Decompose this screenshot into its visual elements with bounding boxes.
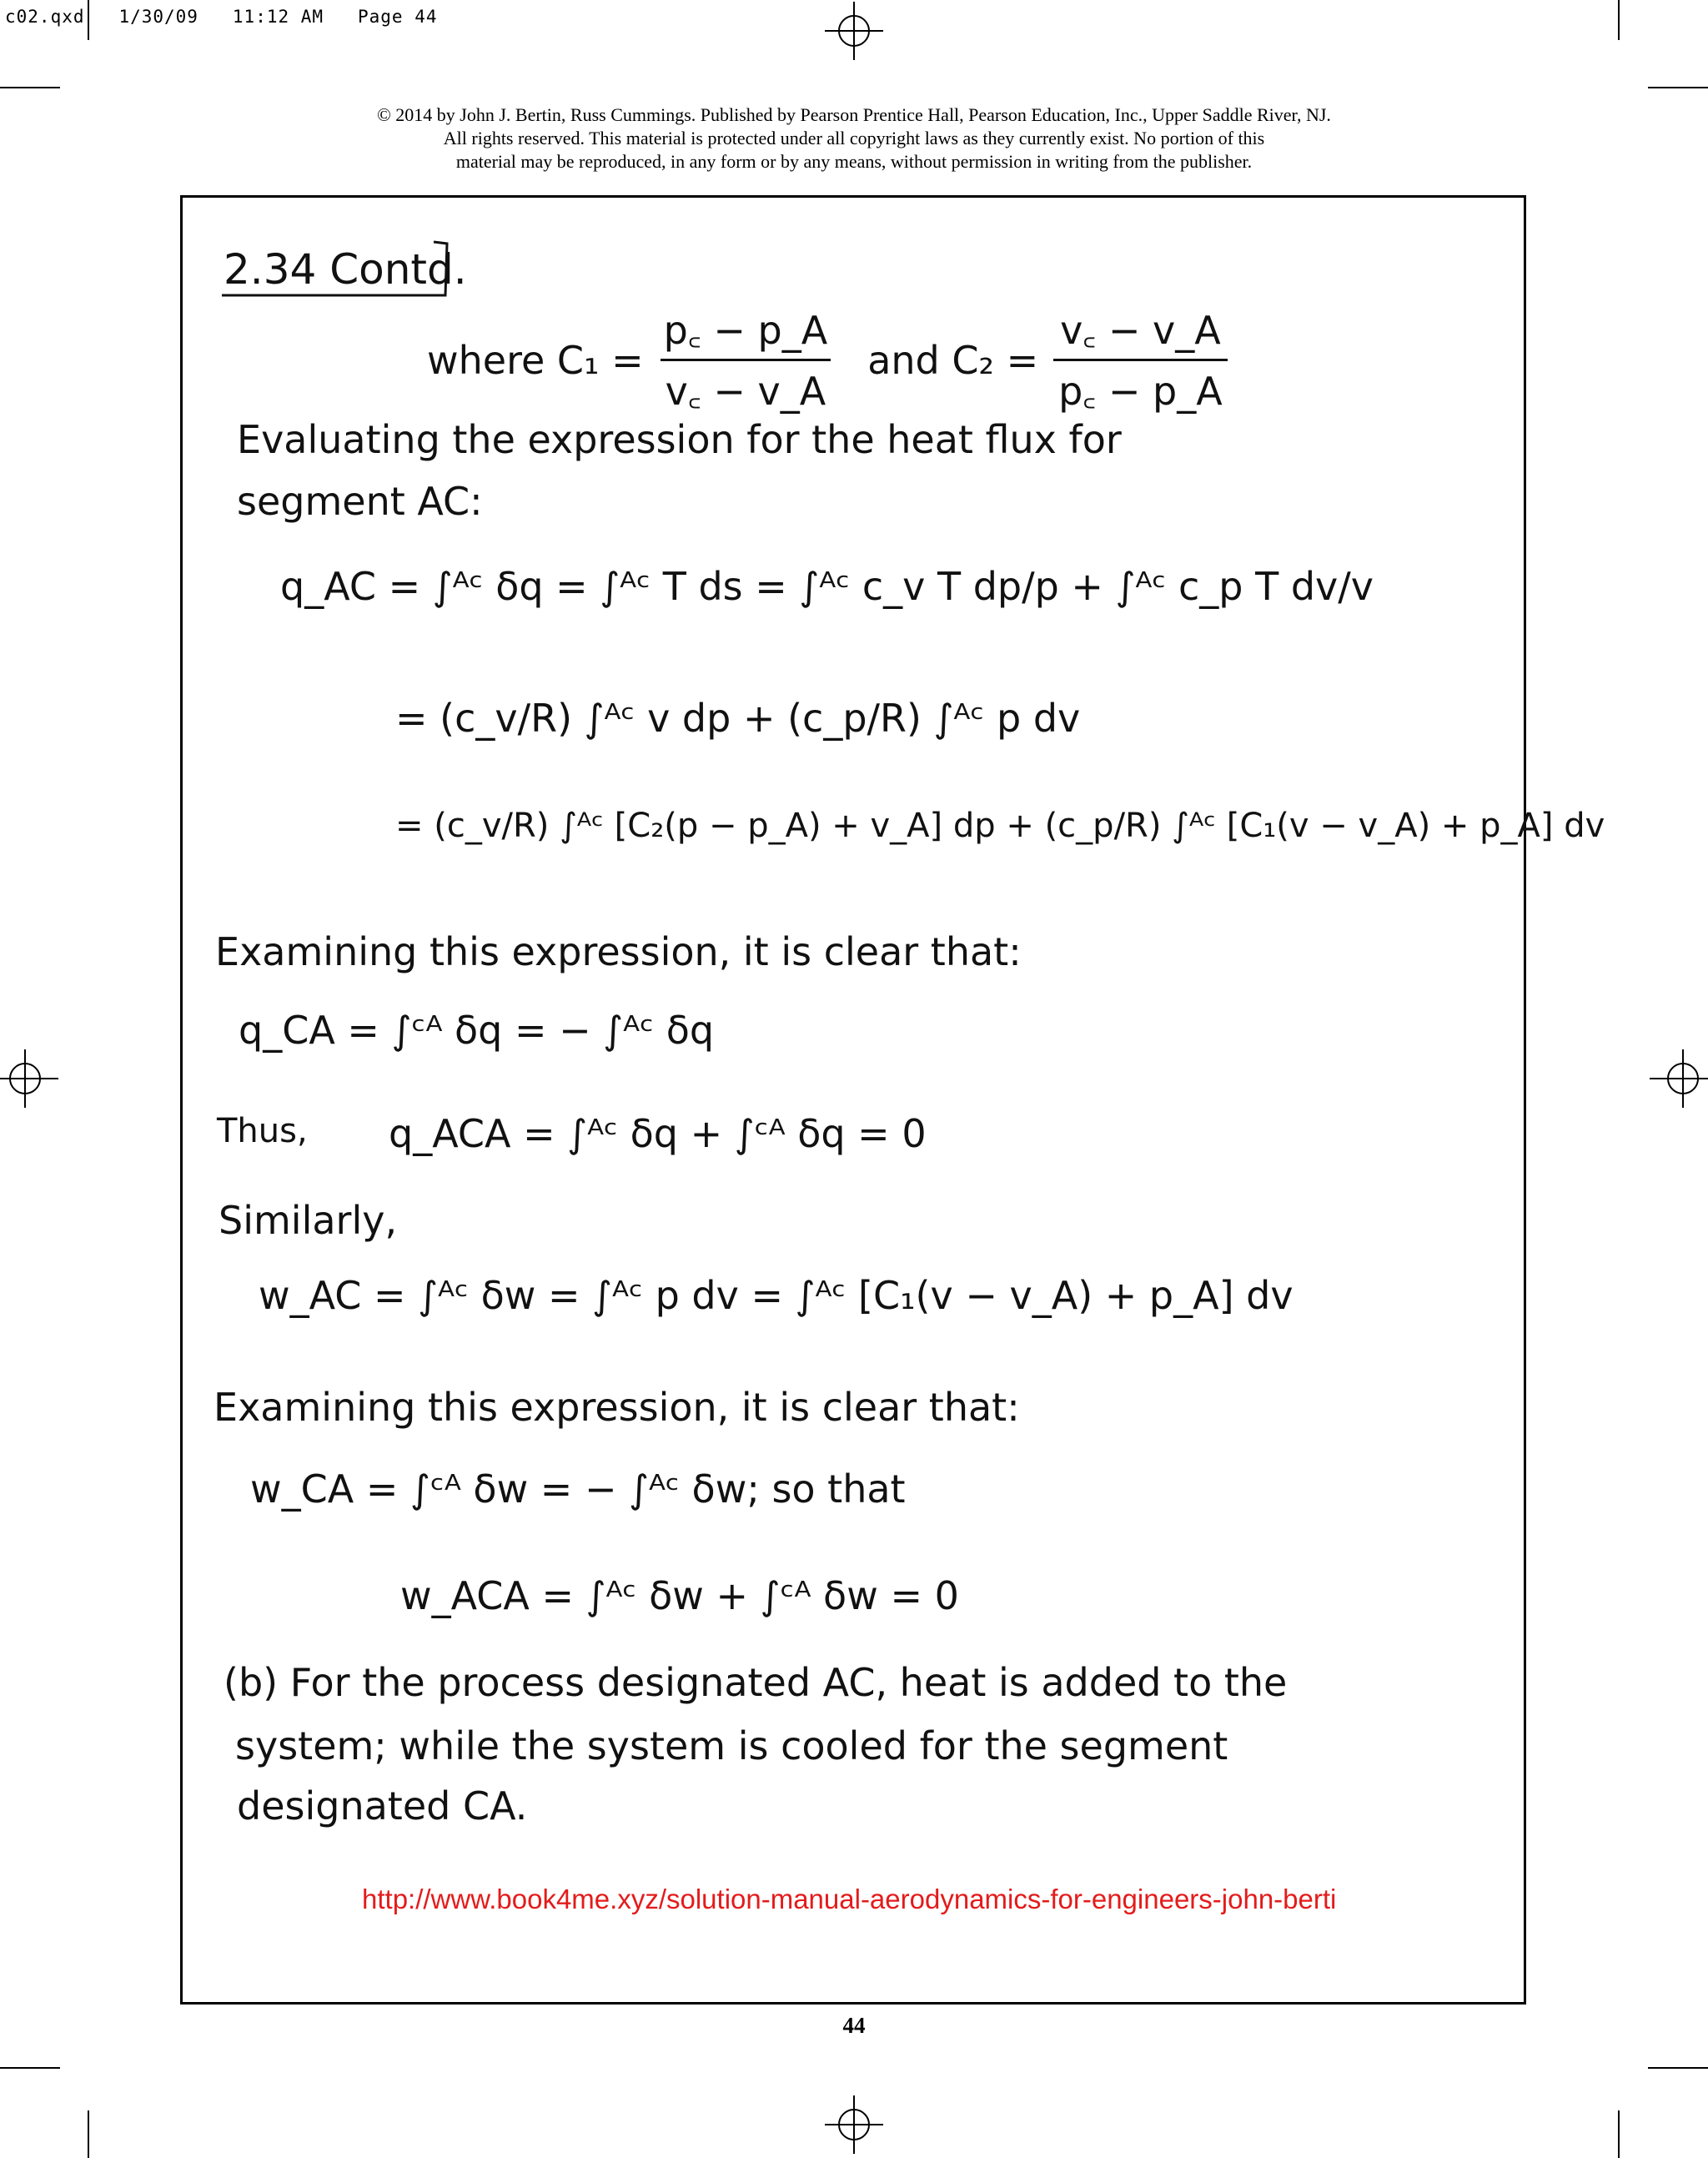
crop-mark-top-right-h bbox=[1648, 87, 1708, 88]
where-prefix: where C₁ = bbox=[427, 337, 644, 383]
c1-fraction bbox=[659, 304, 833, 416]
heading-bracket bbox=[219, 239, 469, 305]
slug-date: 1/30/09 bbox=[118, 7, 198, 27]
printer-slug bbox=[5, 7, 438, 27]
equation-q-ac: q_AC = ∫ᴬᶜ δq = ∫ᴬᶜ T ds = ∫ᴬᶜ c_v T dp/p + ∫ᴬᶜ c_p T dv/v bbox=[280, 564, 1374, 609]
equation-q-ca: q_CA = ∫ᶜᴬ δq = − ∫ᴬᶜ δq bbox=[239, 1008, 715, 1053]
registration-mark-top bbox=[825, 2, 883, 60]
equation-w-ac: w_AC = ∫ᴬᶜ δw = ∫ᴬᶜ p dv = ∫ᴬᶜ [C₁(v − v_A) + p_A] dv bbox=[259, 1273, 1294, 1318]
c2-denominator: p꜀ − p_A bbox=[1053, 359, 1228, 416]
crop-mark-top-left-v bbox=[88, 0, 89, 40]
c2-numerator: v꜀ − v_A bbox=[1060, 308, 1221, 353]
equation-w-aca: w_ACA = ∫ᴬᶜ δw + ∫ᶜᴬ δw = 0 bbox=[400, 1573, 959, 1618]
part-b-line-1: (b) For the process designated AC, heat is added to the bbox=[224, 1660, 1288, 1705]
slug-time: 11:12 AM bbox=[232, 7, 324, 27]
copyright-notice bbox=[187, 103, 1521, 174]
crop-mark-bottom-right-h bbox=[1648, 2067, 1708, 2069]
slug-file: c02.qxd bbox=[5, 7, 85, 27]
crop-mark-top-right-v bbox=[1618, 0, 1620, 40]
crop-mark-top-left-h bbox=[0, 87, 60, 88]
equation-q-ac-line-2: = (c_v/R) ∫ᴬᶜ v dp + (c_p/R) ∫ᴬᶜ p dv bbox=[395, 696, 1081, 741]
registration-mark-right bbox=[1650, 1049, 1708, 1108]
and-c2-prefix: and C₂ = bbox=[867, 337, 1039, 383]
heading-text: 2.34 Contd. bbox=[224, 245, 467, 294]
crop-mark-bottom-right-v bbox=[1618, 2110, 1620, 2158]
c1-denominator: v꜀ − v_A bbox=[661, 359, 831, 416]
evaluating-line-2: segment AC: bbox=[237, 479, 483, 524]
copyright-line-1: © 2014 by John J. Bertin, Russ Cummings. Published by Pearson Prentice Hall, Pearson Education, Inc., Upper Saddle River, NJ. bbox=[377, 104, 1331, 125]
copyright-line-2: All rights reserved. This material is protected under all copyright laws as they currently exist. No portion of this bbox=[443, 128, 1265, 148]
examining-text-2: Examining this expression, it is clear that: bbox=[214, 1385, 1020, 1430]
registration-mark-left bbox=[0, 1049, 58, 1108]
evaluating-line-1: Evaluating the expression for the heat flux for bbox=[237, 417, 1122, 462]
c1-numerator: p꜀ − p_A bbox=[663, 308, 828, 353]
equation-q-aca: q_ACA = ∫ᴬᶜ δq + ∫ᶜᴬ δq = 0 bbox=[389, 1111, 927, 1156]
equation-q-ac-line-3: = (c_v/R) ∫ᴬᶜ [C₂(p − p_A) + v_A] dp + (c_p/R) ∫ᴬᶜ [C₁(v − v_A) + p_A] dv bbox=[395, 807, 1605, 845]
where-line bbox=[427, 304, 1228, 416]
crop-mark-bottom-left-v bbox=[88, 2110, 89, 2158]
source-url-link[interactable]: http://www.book4me.xyz/solution-manual-aerodynamics-for-engineers-john-berti bbox=[362, 1884, 1337, 1914]
c2-fraction bbox=[1053, 304, 1228, 416]
registration-mark-bottom bbox=[825, 2095, 883, 2154]
examining-text-1: Examining this expression, it is clear that: bbox=[215, 929, 1022, 974]
part-b-line-2: system; while the system is cooled for the segment bbox=[235, 1723, 1228, 1768]
thus-label: Thus, bbox=[217, 1112, 308, 1150]
part-b-line-3: designated CA. bbox=[237, 1783, 528, 1829]
crop-mark-bottom-left-h bbox=[0, 2067, 60, 2069]
slug-page: Page 44 bbox=[358, 7, 438, 27]
equation-w-ca: w_CA = ∫ᶜᴬ δw = − ∫ᴬᶜ δw; so that bbox=[250, 1466, 906, 1512]
page-number: 44 bbox=[842, 2013, 866, 2038]
similarly-label: Similarly, bbox=[219, 1198, 398, 1243]
copyright-line-3: material may be reproduced, in any form or by any means, without permission in writing from the publisher. bbox=[455, 151, 1253, 172]
